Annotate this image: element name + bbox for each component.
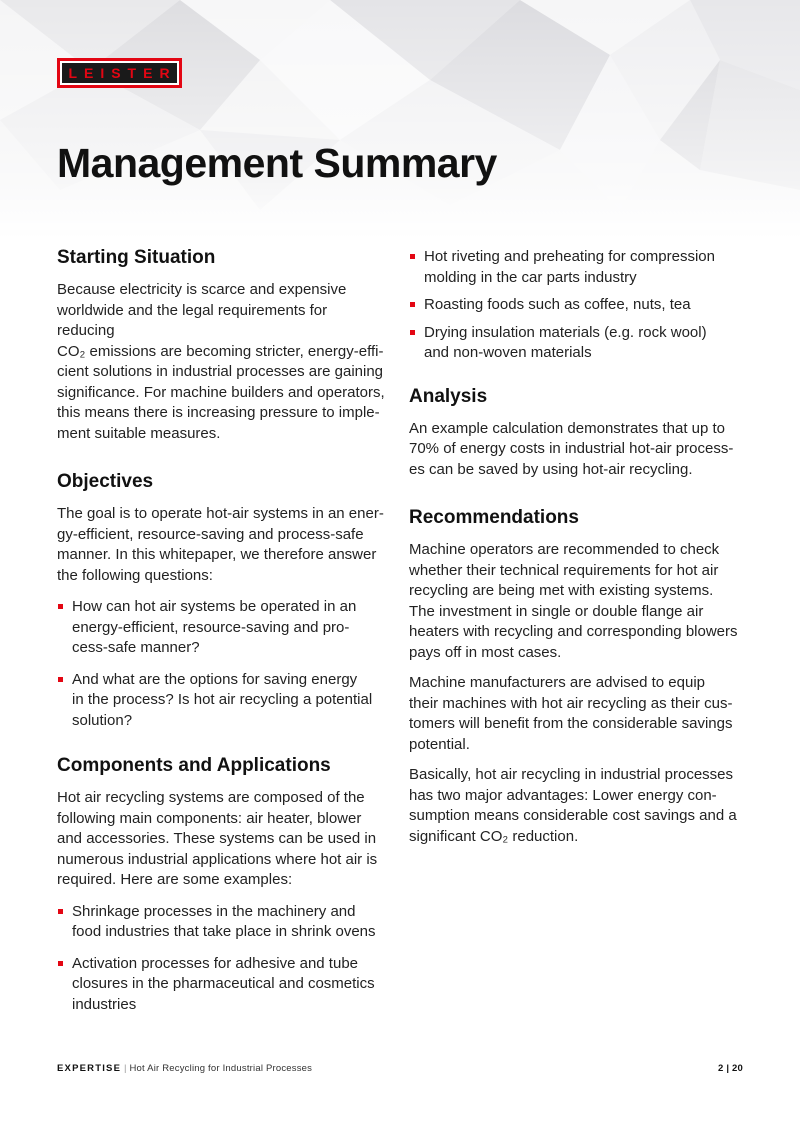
bullet-list — [57, 597, 387, 731]
page-title: Management Summary — [57, 140, 497, 186]
paragraph — [409, 419, 749, 481]
line: Because electricity is scarce and expensive — [57, 281, 347, 298]
logo-text: LEISTER — [62, 63, 177, 83]
line: An example calculation demonstrates that up to — [409, 419, 726, 437]
line: gy-efficient, resource-saving and process-safe — [57, 525, 364, 543]
starting-situation-section — [57, 246, 387, 444]
line: following main components: air heater, blower — [57, 809, 362, 827]
line: numerous industrial applications where hot air is — [57, 850, 378, 868]
section-heading: Analysis — [409, 385, 488, 407]
section-heading: Starting Situation — [57, 247, 216, 268]
leister-logo — [57, 58, 182, 88]
page-footer — [57, 1063, 743, 1074]
bullet-list — [409, 247, 749, 364]
footer-brand: EXPERTISE — [57, 1063, 122, 1074]
line: ment suitable measures. — [57, 424, 221, 442]
section-heading: Recommendations — [409, 507, 579, 528]
hero-background — [0, 0, 800, 240]
line: es can be saved by using hot-air recycling. — [409, 460, 693, 478]
recommendations-section — [409, 506, 749, 847]
left-column — [57, 244, 387, 1015]
right-column — [409, 244, 749, 847]
line: manner. In this whitepaper, we therefore answer — [57, 546, 377, 563]
analysis-section — [409, 385, 749, 481]
page-number: 2 | 20 — [718, 1063, 743, 1074]
list-item: Activation processes for adhesive and tube closures in the pharmaceutical and cosmetics industries — [57, 954, 387, 1016]
line: worldwide and the legal requirements for reducing — [57, 301, 328, 339]
list-item: And what are the options for saving energy in the process? Is hot air recycling a potential solution? — [57, 670, 387, 732]
line: Hot air recycling systems are composed of the — [57, 789, 365, 806]
list-item: How can hot air systems be operated in an energy-efficient, resource-saving and pro- cess-safe manner? — [57, 597, 387, 659]
paragraph — [57, 788, 387, 891]
list-item: Roasting foods such as coffee, nuts, tea — [409, 295, 749, 316]
paragraph: Basically, hot air recycling in industrial processes has two major advantages: Lower energy con- sumption means considerable cost savings and a significant CO₂ reduction. — [409, 766, 737, 845]
list-item: Shrinkage processes in the machinery and food industries that take place in shrink ovens — [57, 902, 387, 943]
line: and accessories. These systems can be used in — [57, 830, 377, 847]
line: required. Here are some examples: — [57, 871, 293, 888]
line: The goal is to operate hot-air systems in an ener- — [57, 505, 384, 522]
paragraph — [57, 280, 387, 444]
list-item: Drying insulation materials (e.g. rock wool) and non-woven materials — [409, 323, 749, 364]
line: this means there is increasing pressure to imple- — [57, 404, 380, 421]
paragraph: Machine manufacturers are advised to equip their machines with hot air recycling as their cus- tomers will benefit from the considerable savings potential. — [409, 674, 733, 753]
paragraph — [57, 504, 387, 586]
line: CO₂ emissions are becoming stricter, energy-effi- — [57, 342, 384, 360]
line: cient solutions in industrial processes are gaining — [57, 363, 384, 380]
footer-separator: | — [123, 1063, 127, 1074]
components-section — [57, 754, 387, 1015]
footer-subtitle: Hot Air Recycling for Industrial Processes — [129, 1063, 313, 1074]
section-heading: Components and Applications — [57, 755, 331, 776]
line: the following questions: — [57, 566, 213, 584]
bullet-list — [57, 902, 387, 1016]
list-item: Hot riveting and preheating for compression molding in the car parts industry — [409, 247, 749, 288]
objectives-section — [57, 470, 387, 731]
section-heading: Objectives — [57, 471, 154, 492]
line: 70% of energy costs in industrial hot-air process- — [409, 440, 734, 457]
line: significance. For machine builders and operators, — [57, 383, 385, 401]
paragraph: Machine operators are recommended to check whether their technical requirements for hot air recycling are being met with existing systems. The investment in single or double flange air heaters with recycling and corresponding blowers pays off in most cases. — [409, 541, 738, 661]
